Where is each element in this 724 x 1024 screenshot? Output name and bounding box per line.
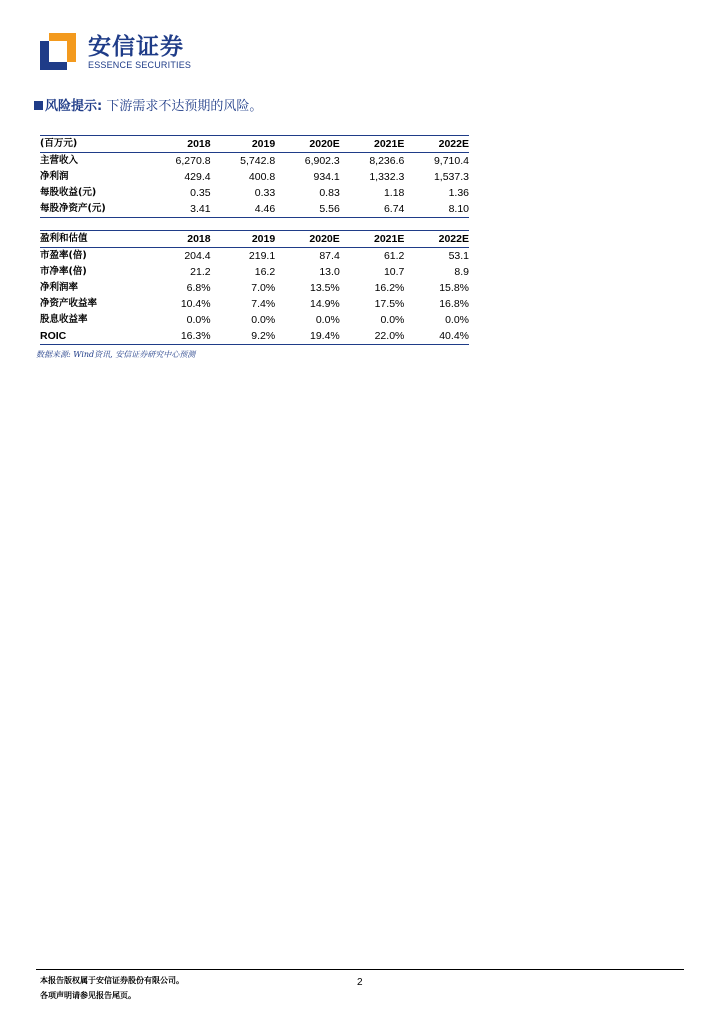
header-cell: 2020E bbox=[309, 233, 340, 245]
table-cell: 6.74 bbox=[383, 203, 405, 215]
table-row bbox=[40, 185, 469, 201]
header-cell: 2021E bbox=[374, 138, 405, 150]
row-label: 净利润 bbox=[40, 171, 69, 182]
row-label: 市盈率(倍) bbox=[40, 250, 87, 261]
table-cell: 10.7 bbox=[383, 266, 405, 278]
table-row bbox=[40, 169, 469, 185]
table-cell: 4.46 bbox=[254, 203, 276, 215]
table-cell: 0.83 bbox=[319, 187, 340, 199]
logo-chinese-name: 安信证券 bbox=[88, 34, 184, 60]
table-cell: 21.2 bbox=[190, 266, 211, 278]
table-cell: 0.33 bbox=[254, 187, 276, 199]
row-label: 市净率(倍) bbox=[40, 266, 87, 277]
table-cell: 16.2% bbox=[374, 282, 405, 294]
header-cell: 2018 bbox=[187, 233, 211, 245]
company-logo bbox=[40, 33, 190, 73]
table-cell: 5.56 bbox=[319, 203, 340, 215]
table-cell: 429.4 bbox=[184, 171, 211, 183]
table-row bbox=[40, 264, 469, 280]
table-cell: 400.8 bbox=[248, 171, 276, 183]
table-cell: 10.4% bbox=[180, 298, 211, 310]
table-cell: 3.41 bbox=[190, 203, 211, 215]
table-cell: 6.8% bbox=[186, 282, 211, 294]
data-source-note: 数据来源: Wind资讯, 安信证券研究中心预测 bbox=[36, 350, 196, 359]
row-label: 净利润率 bbox=[40, 282, 79, 293]
table-row bbox=[40, 296, 469, 312]
row-label: 每股净资产(元) bbox=[40, 203, 106, 214]
table-cell: 22.0% bbox=[374, 330, 405, 342]
table-row bbox=[40, 201, 469, 218]
table-cell: 40.4% bbox=[439, 330, 469, 342]
header-cell: (百万元) bbox=[40, 138, 78, 149]
bullet-square-icon bbox=[34, 101, 43, 110]
table-cell: 8.10 bbox=[448, 203, 469, 215]
table-cell: 7.4% bbox=[251, 298, 276, 310]
table-cell: 14.9% bbox=[310, 298, 340, 310]
table-row bbox=[40, 280, 469, 296]
table-cell: 13.0 bbox=[319, 266, 340, 278]
table-cell: 204.4 bbox=[184, 250, 211, 262]
table-row bbox=[40, 328, 469, 345]
table-header-row bbox=[40, 136, 469, 153]
row-label: 净资产收益率 bbox=[40, 298, 98, 309]
valuation-table bbox=[40, 230, 469, 345]
row-label: ROIC bbox=[40, 330, 67, 342]
table-cell: 6,902.3 bbox=[304, 155, 340, 167]
risk-notice bbox=[34, 95, 262, 114]
table-cell: 1.36 bbox=[448, 187, 469, 199]
row-label: 主营收入 bbox=[40, 155, 79, 166]
table-cell: 1,332.3 bbox=[369, 171, 405, 183]
copyright-notice: 本报告版权属于安信证券股份有限公司。 bbox=[40, 976, 184, 985]
table-cell: 5,742.8 bbox=[240, 155, 276, 167]
table-cell: 16.8% bbox=[439, 298, 469, 310]
risk-text: 下游需求不达预期的风险。 bbox=[102, 99, 263, 114]
table-cell: 1.18 bbox=[383, 187, 405, 199]
table-cell: 19.4% bbox=[310, 330, 340, 342]
table-row bbox=[40, 153, 469, 170]
table-cell: 16.2 bbox=[254, 266, 276, 278]
table-cell: 87.4 bbox=[319, 250, 340, 262]
footer-divider bbox=[36, 969, 684, 970]
table-cell: 0.0% bbox=[186, 314, 211, 326]
header-cell: 2022E bbox=[438, 138, 469, 150]
table-cell: 8,236.6 bbox=[369, 155, 405, 167]
table-cell: 17.5% bbox=[374, 298, 405, 310]
table-cell: 61.2 bbox=[383, 250, 405, 262]
header-cell: 2020E bbox=[309, 138, 340, 150]
table-header-row bbox=[40, 231, 469, 248]
table-cell: 8.9 bbox=[454, 266, 469, 278]
table-cell: 7.0% bbox=[251, 282, 276, 294]
financial-summary-table bbox=[40, 135, 469, 218]
table-row bbox=[40, 312, 469, 328]
page-number: 2 bbox=[357, 977, 363, 988]
table-row bbox=[40, 248, 469, 265]
table-cell: 9,710.4 bbox=[433, 155, 469, 167]
disclaimer-notice: 各项声明请参见报告尾页。 bbox=[40, 991, 136, 1000]
table-cell: 0.0% bbox=[315, 314, 340, 326]
risk-label: 风险提示: bbox=[45, 99, 103, 114]
row-label: 股息收益率 bbox=[40, 314, 88, 325]
table-cell: 16.3% bbox=[180, 330, 211, 342]
table-cell: 13.5% bbox=[310, 282, 340, 294]
table-cell: 1,537.3 bbox=[433, 171, 469, 183]
table-cell: 0.0% bbox=[251, 314, 276, 326]
table-cell: 934.1 bbox=[313, 171, 340, 183]
table-cell: 53.1 bbox=[448, 250, 469, 262]
table-cell: 219.1 bbox=[248, 250, 276, 262]
row-label: 每股收益(元) bbox=[40, 187, 97, 198]
header-cell: 2018 bbox=[187, 138, 211, 150]
table-cell: 0.0% bbox=[380, 314, 405, 326]
header-cell: 2019 bbox=[251, 233, 276, 245]
table-cell: 6,270.8 bbox=[175, 155, 211, 167]
header-cell: 盈利和估值 bbox=[40, 233, 88, 244]
header-cell: 2022E bbox=[438, 233, 469, 245]
logo-mark-icon bbox=[40, 33, 76, 70]
logo-english-name: ESSENCE SECURITIES bbox=[88, 60, 192, 70]
table-cell: 0.0% bbox=[445, 314, 469, 326]
table-cell: 0.35 bbox=[190, 187, 211, 199]
table-cell: 9.2% bbox=[251, 330, 276, 342]
table-cell: 15.8% bbox=[439, 282, 469, 294]
header-cell: 2021E bbox=[374, 233, 405, 245]
header-cell: 2019 bbox=[251, 138, 276, 150]
